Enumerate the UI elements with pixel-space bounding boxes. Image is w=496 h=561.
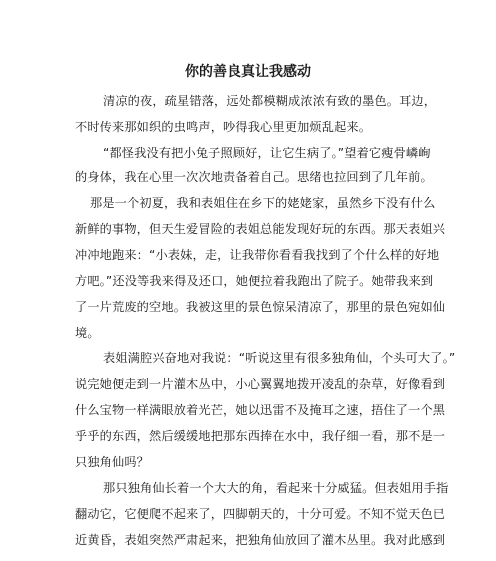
article-title: 你的善良真让我感动 [185, 64, 311, 80]
article-line: 了一片荒废的空地。我被这里的景色惊呆清凉了，那里的景色宛如仙 [75, 300, 446, 314]
article-line: 表姐满腔兴奋地对我说：“听说这里有很多独角仙，个头可大了。” [103, 351, 456, 365]
article-line: 那是一个初夏，我和表姐住在乡下的姥姥家，虽然乡下没有什么 [90, 196, 436, 210]
article-line: 的身体，我在心里一次次地责备着自己。思绪也拉回到了几年前。 [75, 170, 433, 184]
article-line: “都怪我没有把小兔子照顾好，让它生病了。”望着它瘦骨嶙峋 [103, 146, 431, 160]
article-line: 那只独角仙长着一个大大的角，看起来十分威猛。但表姐用手指 [103, 481, 449, 495]
article-line: 清凉的夜，疏星错落，远处都模糊成浓浓有致的墨色。耳边， [103, 94, 437, 108]
article-line: 方吧。”还没等我来得及还口，她便拉着我跑出了院子。她带我来到 [75, 274, 434, 288]
article-line: 不时传来那如织的虫鸣声，吵得我心里更加烦乱起来。 [75, 120, 372, 134]
article-line: 什么宝物一样满眼放着光芒，她以迅雷不及掩耳之速，捂住了一个黑 [75, 403, 446, 417]
article-line: 只独角仙吗？ [75, 455, 150, 469]
article-line: 说完她便走到一片灌木丛中，小心翼翼地拨开凌乱的杂草，好像看到 [75, 377, 446, 391]
article-line: 乎乎的东西，然后缓缓地把那东西捧在水中，我仔细一看，那不是一 [75, 429, 446, 443]
article-line: 近黄昏，表姐突然严肃起来，把独角仙放回了灌木丛里。我对此感到 [75, 533, 446, 547]
article-line: 翻动它，它便爬不起来了，四脚朝天的，十分可爱。不知不觉天色已 [75, 507, 446, 521]
article-line: 境。 [75, 326, 100, 340]
article-line: 冲冲地跑来：“小表妹，走，让我带你看看我找到了个什么样的好地 [75, 248, 440, 262]
article-line: 新鲜的事物，但天生爱冒险的表姐总能发现好玩的东西。那天表姐兴 [75, 222, 446, 236]
